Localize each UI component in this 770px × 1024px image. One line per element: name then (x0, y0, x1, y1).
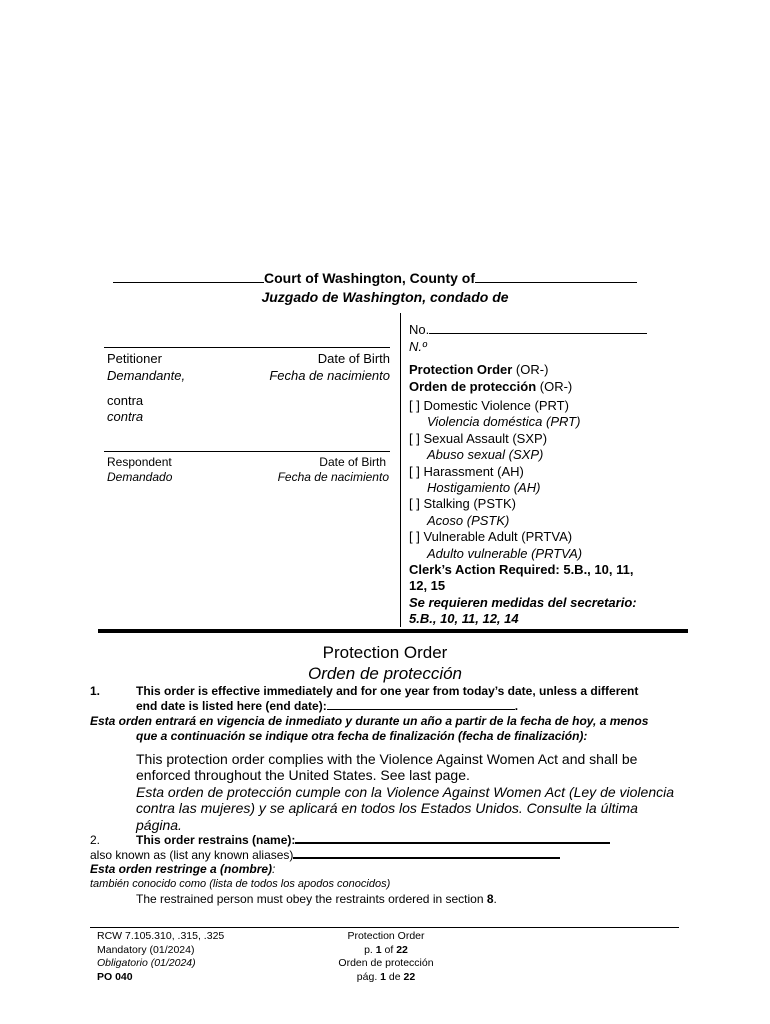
order-type-option[interactable] (409, 431, 582, 447)
petitioner-line (104, 347, 390, 348)
footer-form-title: Protection Order (347, 930, 425, 942)
contra-label-es: contra (107, 409, 144, 424)
vawa-line: enforced throughout the United States. See last page. (136, 767, 470, 784)
vawa-line: This protection order complies with the Violence Against Women Act and shall be (136, 751, 638, 767)
footer-page-number: p. 1 of 22 (364, 943, 408, 956)
order-type-label: Stalking (PSTK) (423, 496, 516, 512)
petitioner-label-es: Demandante, (107, 368, 186, 383)
section-2-number: 2. (90, 833, 101, 847)
order-type-label: Sexual Assault (SXP) (423, 430, 548, 446)
order-type-option[interactable] (409, 464, 582, 480)
caption-divider (400, 313, 401, 627)
order-title-es (409, 379, 572, 394)
restrained-name-label-es-row: Esta orden restringe a (nombre): (90, 862, 276, 876)
order-title-es-text: Orden de protección (409, 379, 537, 394)
checkbox[interactable]: [ ] (409, 430, 420, 446)
section-1-line-es: Esta orden entrará en vigencia de inmediato y durante un año a partir de la fecha de hoy, a menos (90, 714, 649, 728)
respondent-dob-label-es: Fecha de nacimiento (277, 470, 389, 484)
petitioner-dob-label-es: Fecha de nacimiento (269, 368, 390, 383)
order-type-option[interactable] (409, 529, 582, 545)
respondent-line (104, 451, 390, 452)
footer-form-title-es: Orden de protección (338, 957, 434, 969)
case-number (409, 322, 647, 337)
aliases-label-es: también conocido como (lista de todos los apodos conocidos) (90, 878, 391, 890)
case-number-label-es: N.º (409, 339, 427, 354)
case-number-label: No. (409, 322, 430, 337)
clerk-action (409, 562, 637, 628)
order-type-label: Vulnerable Adult (PRTVA) (423, 529, 573, 545)
footer-rcw: RCW 7.105.310, .315, .325 (97, 930, 225, 942)
restrained-name-blank[interactable] (295, 842, 610, 844)
checkbox[interactable]: [ ] (409, 463, 420, 479)
clerk-action-line: Clerk’s Action Required: 5.B., 10, 11, (409, 562, 634, 577)
order-type-option[interactable] (409, 398, 582, 414)
footer-page-number-es: pág. 1 de 22 (356, 970, 416, 983)
county-blank-right (475, 282, 637, 283)
petitioner-dob-label: Date of Birth (317, 351, 390, 366)
clerk-action-line-es: Se requieren medidas del secretario: (409, 594, 637, 610)
court-name: Court of Washington, County of (264, 270, 475, 286)
case-number-blank (429, 333, 647, 334)
checkbox[interactable]: [ ] (409, 398, 420, 413)
clerk-action-line: 12, 15 (409, 578, 446, 594)
footer-mandatory-es: Obligatorio (01/2024) (97, 957, 196, 969)
court-heading-es: Juzgado de Washington, condado de (261, 289, 509, 305)
vawa-line-es: Esta orden de protección cumple con la Violence Against Women Act (Ley de violencia (136, 783, 675, 800)
order-code-es: (OR-) (536, 379, 573, 394)
vawa-line-es: página. (136, 816, 182, 833)
footer-left (97, 930, 224, 984)
end-date-blank[interactable] (327, 709, 515, 710)
restrained-name-row: This order restrains (name): (136, 833, 610, 847)
section-1-line-es: que a continuación se indique otra fecha de finalización (fecha de finalización) (136, 729, 584, 743)
order-type-label-es: Hostigamiento (AH) (427, 480, 541, 496)
footer-center (286, 930, 486, 984)
aliases-label: also known as (list any known aliases) (90, 848, 294, 862)
vawa-notice (136, 751, 674, 833)
obey-restraints-text: The restrained person must obey the restraints ordered in section (136, 892, 487, 906)
document-title-es: Orden de protección (307, 664, 463, 683)
obey-restraints-note: The restrained person must obey the restraints ordered in section 8. (136, 892, 497, 906)
county-blank-left (113, 282, 264, 283)
obey-section-ref: 8 (486, 892, 494, 906)
caption-bottom-rule (98, 629, 688, 633)
order-type-option[interactable] (409, 496, 582, 512)
section-1-line: end date is listed here (end date): (136, 699, 327, 713)
petitioner-label: Petitioner (107, 351, 162, 366)
order-type-label: Domestic Violence (PRT) (423, 398, 569, 413)
vawa-line-es: contra las mujeres) y se aplicará en todos los Estados Unidos. Consulte la última (136, 800, 638, 817)
order-type-label-es: Violencia doméstica (PRT) (427, 414, 581, 430)
contra-label: contra (107, 393, 144, 408)
footer-form-number: PO 040 (97, 970, 133, 983)
order-title-text: Protection Order (409, 362, 513, 377)
respondent-dob-label: Date of Birth (319, 455, 386, 469)
order-title (409, 362, 548, 377)
order-type-label-es: Abuso sexual (SXP) (427, 447, 544, 463)
section-1-line: This order is effective immediately and for one year from today’s date, unless a different (136, 684, 639, 698)
section-1-text-es: Esta orden entrará en vigencia de inmediato y durante un año a partir de la fecha de hoy, a menos que a continuación se indique otra fecha de finalización (fecha de finalización): (90, 714, 649, 743)
checkbox[interactable]: [ ] (409, 496, 420, 512)
footer-mandatory: Mandatory (01/2024) (97, 943, 195, 956)
restrained-name-label-es: Esta orden restringe a (nombre) (90, 862, 273, 876)
order-type-label: Harassment (AH) (423, 463, 524, 479)
order-type-label-es: Acoso (PSTK) (427, 512, 510, 528)
order-type-label-es: Adulto vulnerable (PRTVA) (427, 545, 583, 561)
respondent-label-es: Demandado (107, 470, 173, 484)
section-1-number: 1. (90, 684, 101, 698)
clerk-action-line-es: 5.B., 10, 11, 12, 14 (409, 611, 519, 627)
respondent-label: Respondent (107, 455, 172, 469)
document-title: Protection Order (322, 643, 448, 662)
restrained-name-label: This order restrains (name) (136, 833, 292, 847)
aliases-blank[interactable] (293, 857, 560, 859)
order-type-list (409, 398, 582, 562)
footer-rule (90, 927, 679, 928)
aliases-row (90, 848, 560, 862)
section-1-text: This order is effective immediately and for one year from today’s date, unless a different end date is listed here (end date): . (136, 684, 639, 713)
checkbox[interactable]: [ ] (409, 529, 420, 545)
court-heading (113, 270, 658, 286)
order-code: (OR-) (512, 362, 549, 377)
